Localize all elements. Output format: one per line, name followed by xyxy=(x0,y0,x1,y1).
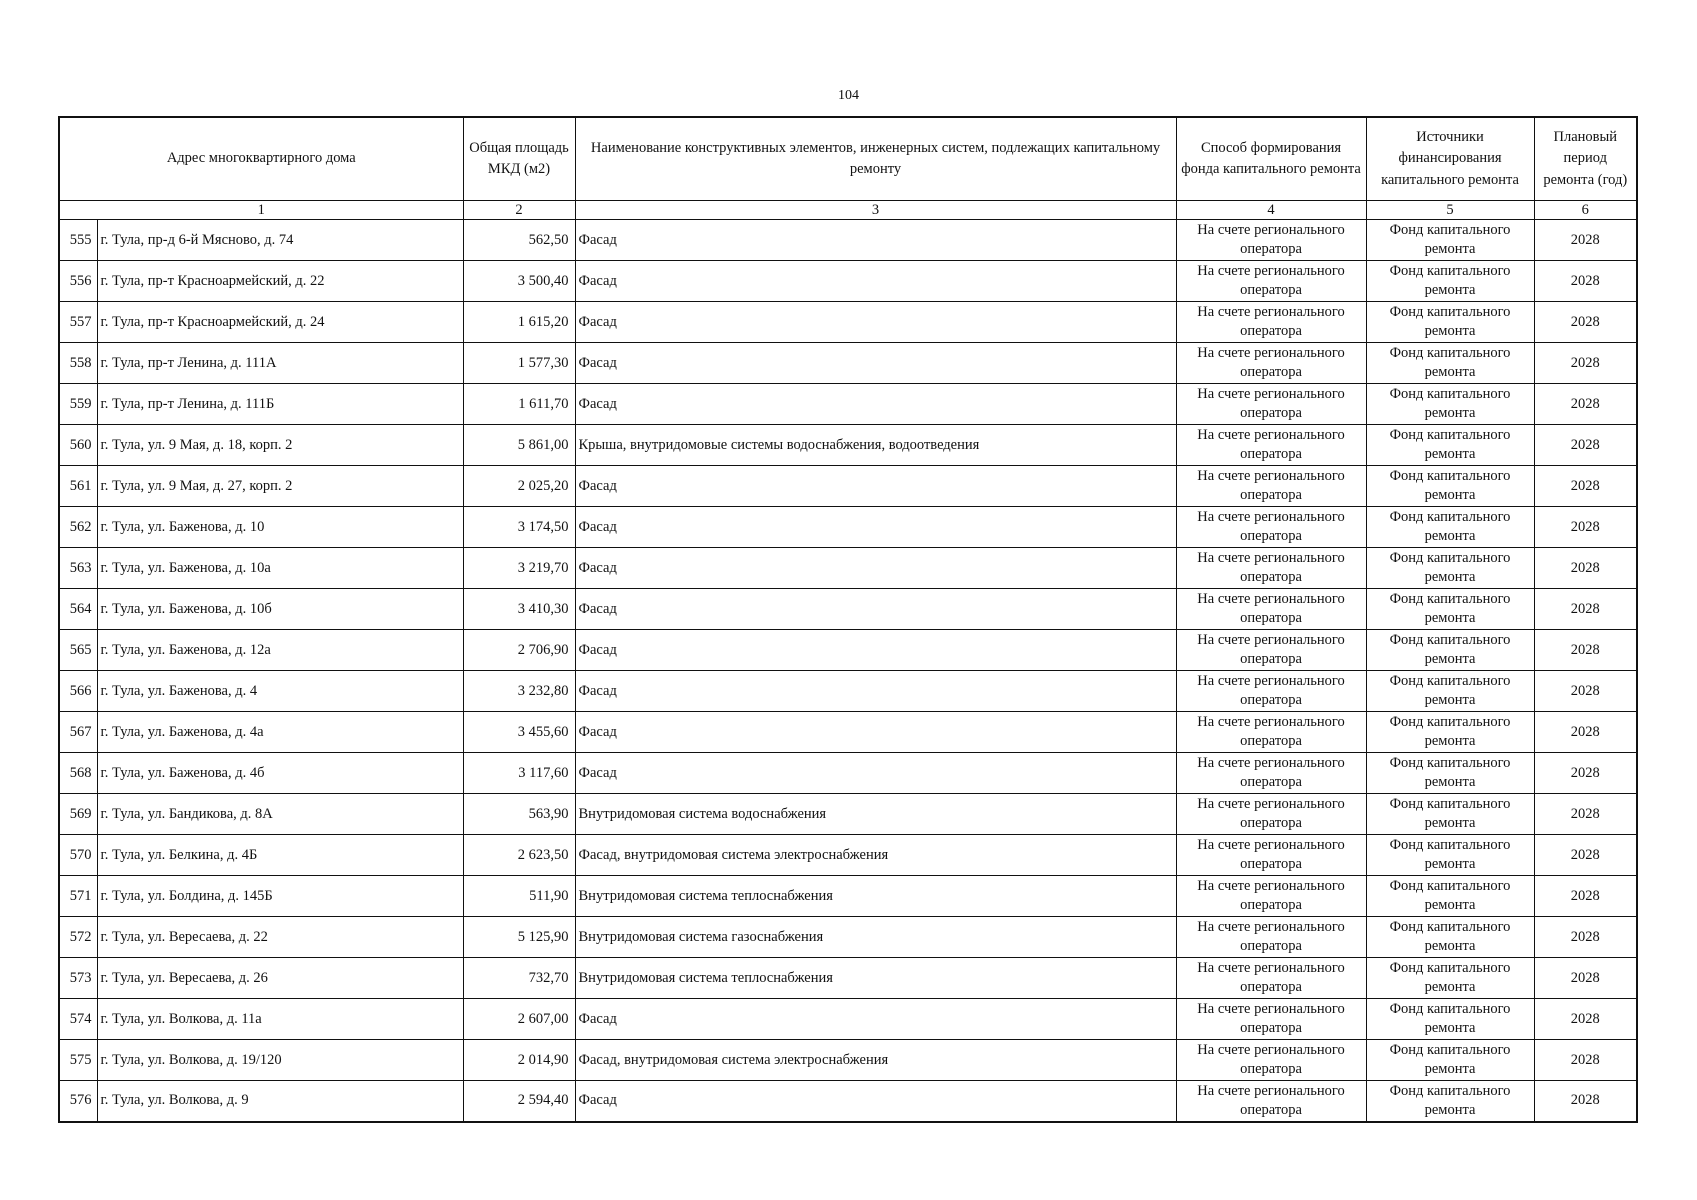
row-address: г. Тула, пр-д 6-й Мясново, д. 74 xyxy=(97,220,463,261)
column-number: 4 xyxy=(1176,201,1366,220)
row-area: 511,90 xyxy=(463,876,575,917)
row-number: 560 xyxy=(59,425,97,466)
row-number: 569 xyxy=(59,794,97,835)
row-number: 558 xyxy=(59,343,97,384)
row-elements: Фасад, внутридомовая система электроснабжения xyxy=(575,835,1176,876)
row-elements: Внутридомовая система водоснабжения xyxy=(575,794,1176,835)
table-row xyxy=(59,1040,1637,1081)
row-address: г. Тула, ул. Волкова, д. 11а xyxy=(97,999,463,1040)
row-source: Фонд капитального ремонта xyxy=(1366,425,1534,466)
table-row xyxy=(59,917,1637,958)
row-year: 2028 xyxy=(1534,261,1637,302)
row-elements: Фасад xyxy=(575,548,1176,589)
row-elements: Фасад xyxy=(575,712,1176,753)
row-area: 2 594,40 xyxy=(463,1081,575,1122)
row-method: На счете регионального оператора xyxy=(1176,917,1366,958)
row-elements: Фасад xyxy=(575,343,1176,384)
row-method: На счете регионального оператора xyxy=(1176,1081,1366,1122)
header-elements: Наименование конструктивных элементов, инженерных систем, подлежащих капитальному ремонту xyxy=(575,117,1176,201)
table-row xyxy=(59,876,1637,917)
table-row xyxy=(59,671,1637,712)
row-method: На счете регионального оператора xyxy=(1176,220,1366,261)
table-row xyxy=(59,261,1637,302)
row-source: Фонд капитального ремонта xyxy=(1366,466,1534,507)
row-area: 2 014,90 xyxy=(463,1040,575,1081)
row-year: 2028 xyxy=(1534,466,1637,507)
row-method: На счете регионального оператора xyxy=(1176,548,1366,589)
table-row xyxy=(59,958,1637,999)
row-method: На счете регионального оператора xyxy=(1176,753,1366,794)
row-elements: Крыша, внутридомовые системы водоснабжения, водоотведения xyxy=(575,425,1176,466)
row-elements: Фасад xyxy=(575,671,1176,712)
row-address: г. Тула, ул. Волкова, д. 19/120 xyxy=(97,1040,463,1081)
row-number: 574 xyxy=(59,999,97,1040)
row-number: 555 xyxy=(59,220,97,261)
table-row xyxy=(59,220,1637,261)
table-row xyxy=(59,630,1637,671)
row-elements: Фасад xyxy=(575,302,1176,343)
row-year: 2028 xyxy=(1534,1040,1637,1081)
row-method: На счете регионального оператора xyxy=(1176,261,1366,302)
row-source: Фонд капитального ремонта xyxy=(1366,343,1534,384)
row-address: г. Тула, пр-т Ленина, д. 111Б xyxy=(97,384,463,425)
row-address: г. Тула, ул. Баженова, д. 10а xyxy=(97,548,463,589)
table-row xyxy=(59,384,1637,425)
row-number: 564 xyxy=(59,589,97,630)
row-area: 1 577,30 xyxy=(463,343,575,384)
row-year: 2028 xyxy=(1534,999,1637,1040)
row-year: 2028 xyxy=(1534,548,1637,589)
row-year: 2028 xyxy=(1534,794,1637,835)
row-number: 576 xyxy=(59,1081,97,1122)
row-address: г. Тула, ул. Бандикова, д. 8А xyxy=(97,794,463,835)
row-elements: Фасад xyxy=(575,220,1176,261)
row-year: 2028 xyxy=(1534,507,1637,548)
row-elements: Фасад xyxy=(575,1081,1176,1122)
row-address: г. Тула, ул. Баженова, д. 12а xyxy=(97,630,463,671)
row-method: На счете регионального оператора xyxy=(1176,425,1366,466)
row-address: г. Тула, ул. Баженова, д. 10б xyxy=(97,589,463,630)
row-address: г. Тула, пр-т Ленина, д. 111А xyxy=(97,343,463,384)
row-number: 572 xyxy=(59,917,97,958)
table-row xyxy=(59,343,1637,384)
row-number: 557 xyxy=(59,302,97,343)
table-row xyxy=(59,835,1637,876)
capital-repair-table xyxy=(58,116,1638,1123)
row-area: 563,90 xyxy=(463,794,575,835)
row-area: 1 611,70 xyxy=(463,384,575,425)
row-source: Фонд капитального ремонта xyxy=(1366,1040,1534,1081)
row-method: На счете регионального оператора xyxy=(1176,1040,1366,1081)
row-area: 5 861,00 xyxy=(463,425,575,466)
header-address: Адрес многоквартирного дома xyxy=(59,117,463,201)
row-year: 2028 xyxy=(1534,589,1637,630)
row-method: На счете регионального оператора xyxy=(1176,466,1366,507)
row-address: г. Тула, ул. Белкина, д. 4Б xyxy=(97,835,463,876)
row-address: г. Тула, ул. Баженова, д. 4б xyxy=(97,753,463,794)
table-row xyxy=(59,712,1637,753)
row-address: г. Тула, пр-т Красноармейский, д. 22 xyxy=(97,261,463,302)
row-year: 2028 xyxy=(1534,712,1637,753)
row-method: На счете регионального оператора xyxy=(1176,712,1366,753)
row-source: Фонд капитального ремонта xyxy=(1366,1081,1534,1122)
row-address: г. Тула, ул. Волкова, д. 9 xyxy=(97,1081,463,1122)
row-year: 2028 xyxy=(1534,384,1637,425)
row-area: 3 410,30 xyxy=(463,589,575,630)
row-elements: Фасад xyxy=(575,589,1176,630)
row-source: Фонд капитального ремонта xyxy=(1366,384,1534,425)
row-method: На счете регионального оператора xyxy=(1176,999,1366,1040)
row-year: 2028 xyxy=(1534,220,1637,261)
column-number: 2 xyxy=(463,201,575,220)
row-elements: Внутридомовая система газоснабжения xyxy=(575,917,1176,958)
row-source: Фонд капитального ремонта xyxy=(1366,589,1534,630)
row-number: 573 xyxy=(59,958,97,999)
table-row xyxy=(59,507,1637,548)
row-area: 562,50 xyxy=(463,220,575,261)
row-area: 3 232,80 xyxy=(463,671,575,712)
table-row xyxy=(59,302,1637,343)
column-number: 1 xyxy=(59,201,463,220)
row-address: г. Тула, ул. Вересаева, д. 26 xyxy=(97,958,463,999)
row-area: 1 615,20 xyxy=(463,302,575,343)
row-address: г. Тула, ул. Баженова, д. 10 xyxy=(97,507,463,548)
row-source: Фонд капитального ремонта xyxy=(1366,794,1534,835)
row-year: 2028 xyxy=(1534,958,1637,999)
table-row xyxy=(59,999,1637,1040)
row-address: г. Тула, ул. Болдина, д. 145Б xyxy=(97,876,463,917)
column-numbers-row xyxy=(59,201,1637,220)
row-year: 2028 xyxy=(1534,753,1637,794)
row-method: На счете регионального оператора xyxy=(1176,794,1366,835)
row-area: 3 174,50 xyxy=(463,507,575,548)
row-source: Фонд капитального ремонта xyxy=(1366,261,1534,302)
row-elements: Фасад xyxy=(575,753,1176,794)
row-area: 2 623,50 xyxy=(463,835,575,876)
row-method: На счете регионального оператора xyxy=(1176,302,1366,343)
row-year: 2028 xyxy=(1534,425,1637,466)
row-address: г. Тула, ул. 9 Мая, д. 18, корп. 2 xyxy=(97,425,463,466)
table-row xyxy=(59,425,1637,466)
row-source: Фонд капитального ремонта xyxy=(1366,548,1534,589)
table-row xyxy=(59,548,1637,589)
row-address: г. Тула, пр-т Красноармейский, д. 24 xyxy=(97,302,463,343)
table-row xyxy=(59,753,1637,794)
row-address: г. Тула, ул. Баженова, д. 4 xyxy=(97,671,463,712)
row-elements: Внутридомовая система теплоснабжения xyxy=(575,958,1176,999)
row-area: 5 125,90 xyxy=(463,917,575,958)
row-area: 2 706,90 xyxy=(463,630,575,671)
row-source: Фонд капитального ремонта xyxy=(1366,220,1534,261)
table-row xyxy=(59,794,1637,835)
row-source: Фонд капитального ремонта xyxy=(1366,753,1534,794)
row-source: Фонд капитального ремонта xyxy=(1366,630,1534,671)
row-year: 2028 xyxy=(1534,917,1637,958)
row-source: Фонд капитального ремонта xyxy=(1366,507,1534,548)
row-source: Фонд капитального ремонта xyxy=(1366,712,1534,753)
row-year: 2028 xyxy=(1534,343,1637,384)
header-sources: Источники финансирования капитального ремонта xyxy=(1366,117,1534,201)
row-source: Фонд капитального ремонта xyxy=(1366,835,1534,876)
row-number: 556 xyxy=(59,261,97,302)
row-number: 567 xyxy=(59,712,97,753)
row-elements: Фасад xyxy=(575,261,1176,302)
row-source: Фонд капитального ремонта xyxy=(1366,958,1534,999)
table-body xyxy=(59,220,1637,1122)
row-area: 3 219,70 xyxy=(463,548,575,589)
row-number: 566 xyxy=(59,671,97,712)
table-header-row xyxy=(59,117,1637,201)
row-number: 561 xyxy=(59,466,97,507)
row-source: Фонд капитального ремонта xyxy=(1366,999,1534,1040)
row-method: На счете регионального оператора xyxy=(1176,671,1366,712)
row-year: 2028 xyxy=(1534,876,1637,917)
row-elements: Фасад xyxy=(575,384,1176,425)
row-number: 568 xyxy=(59,753,97,794)
row-elements: Фасад xyxy=(575,999,1176,1040)
page-number: 104 xyxy=(838,88,859,103)
row-year: 2028 xyxy=(1534,1081,1637,1122)
row-address: г. Тула, ул. Вересаева, д. 22 xyxy=(97,917,463,958)
row-area: 732,70 xyxy=(463,958,575,999)
row-number: 559 xyxy=(59,384,97,425)
row-source: Фонд капитального ремонта xyxy=(1366,671,1534,712)
table-row xyxy=(59,1081,1637,1122)
table-row xyxy=(59,589,1637,630)
column-number: 6 xyxy=(1534,201,1637,220)
row-year: 2028 xyxy=(1534,302,1637,343)
row-number: 575 xyxy=(59,1040,97,1081)
row-year: 2028 xyxy=(1534,835,1637,876)
row-area: 3 500,40 xyxy=(463,261,575,302)
row-area: 3 117,60 xyxy=(463,753,575,794)
row-area: 2 025,20 xyxy=(463,466,575,507)
row-method: На счете регионального оператора xyxy=(1176,876,1366,917)
row-address: г. Тула, ул. Баженова, д. 4а xyxy=(97,712,463,753)
row-number: 562 xyxy=(59,507,97,548)
row-number: 563 xyxy=(59,548,97,589)
row-year: 2028 xyxy=(1534,630,1637,671)
row-source: Фонд капитального ремонта xyxy=(1366,917,1534,958)
row-method: На счете регионального оператора xyxy=(1176,958,1366,999)
row-number: 570 xyxy=(59,835,97,876)
row-area: 2 607,00 xyxy=(463,999,575,1040)
header-method: Способ формирования фонда капитального ремонта xyxy=(1176,117,1366,201)
table-row xyxy=(59,466,1637,507)
row-year: 2028 xyxy=(1534,671,1637,712)
row-elements: Фасад xyxy=(575,466,1176,507)
row-elements: Фасад xyxy=(575,630,1176,671)
row-elements: Внутридомовая система теплоснабжения xyxy=(575,876,1176,917)
row-number: 571 xyxy=(59,876,97,917)
row-area: 3 455,60 xyxy=(463,712,575,753)
row-address: г. Тула, ул. 9 Мая, д. 27, корп. 2 xyxy=(97,466,463,507)
row-method: На счете регионального оператора xyxy=(1176,507,1366,548)
row-method: На счете регионального оператора xyxy=(1176,835,1366,876)
header-period: Плановый период ремонта (год) xyxy=(1534,117,1637,201)
column-number: 3 xyxy=(575,201,1176,220)
column-number: 5 xyxy=(1366,201,1534,220)
row-method: На счете регионального оператора xyxy=(1176,589,1366,630)
row-method: На счете регионального оператора xyxy=(1176,343,1366,384)
header-area: Общая площадь МКД (м2) xyxy=(463,117,575,201)
row-elements: Фасад xyxy=(575,507,1176,548)
row-source: Фонд капитального ремонта xyxy=(1366,876,1534,917)
row-elements: Фасад, внутридомовая система электроснабжения xyxy=(575,1040,1176,1081)
row-number: 565 xyxy=(59,630,97,671)
row-method: На счете регионального оператора xyxy=(1176,630,1366,671)
row-source: Фонд капитального ремонта xyxy=(1366,302,1534,343)
row-method: На счете регионального оператора xyxy=(1176,384,1366,425)
